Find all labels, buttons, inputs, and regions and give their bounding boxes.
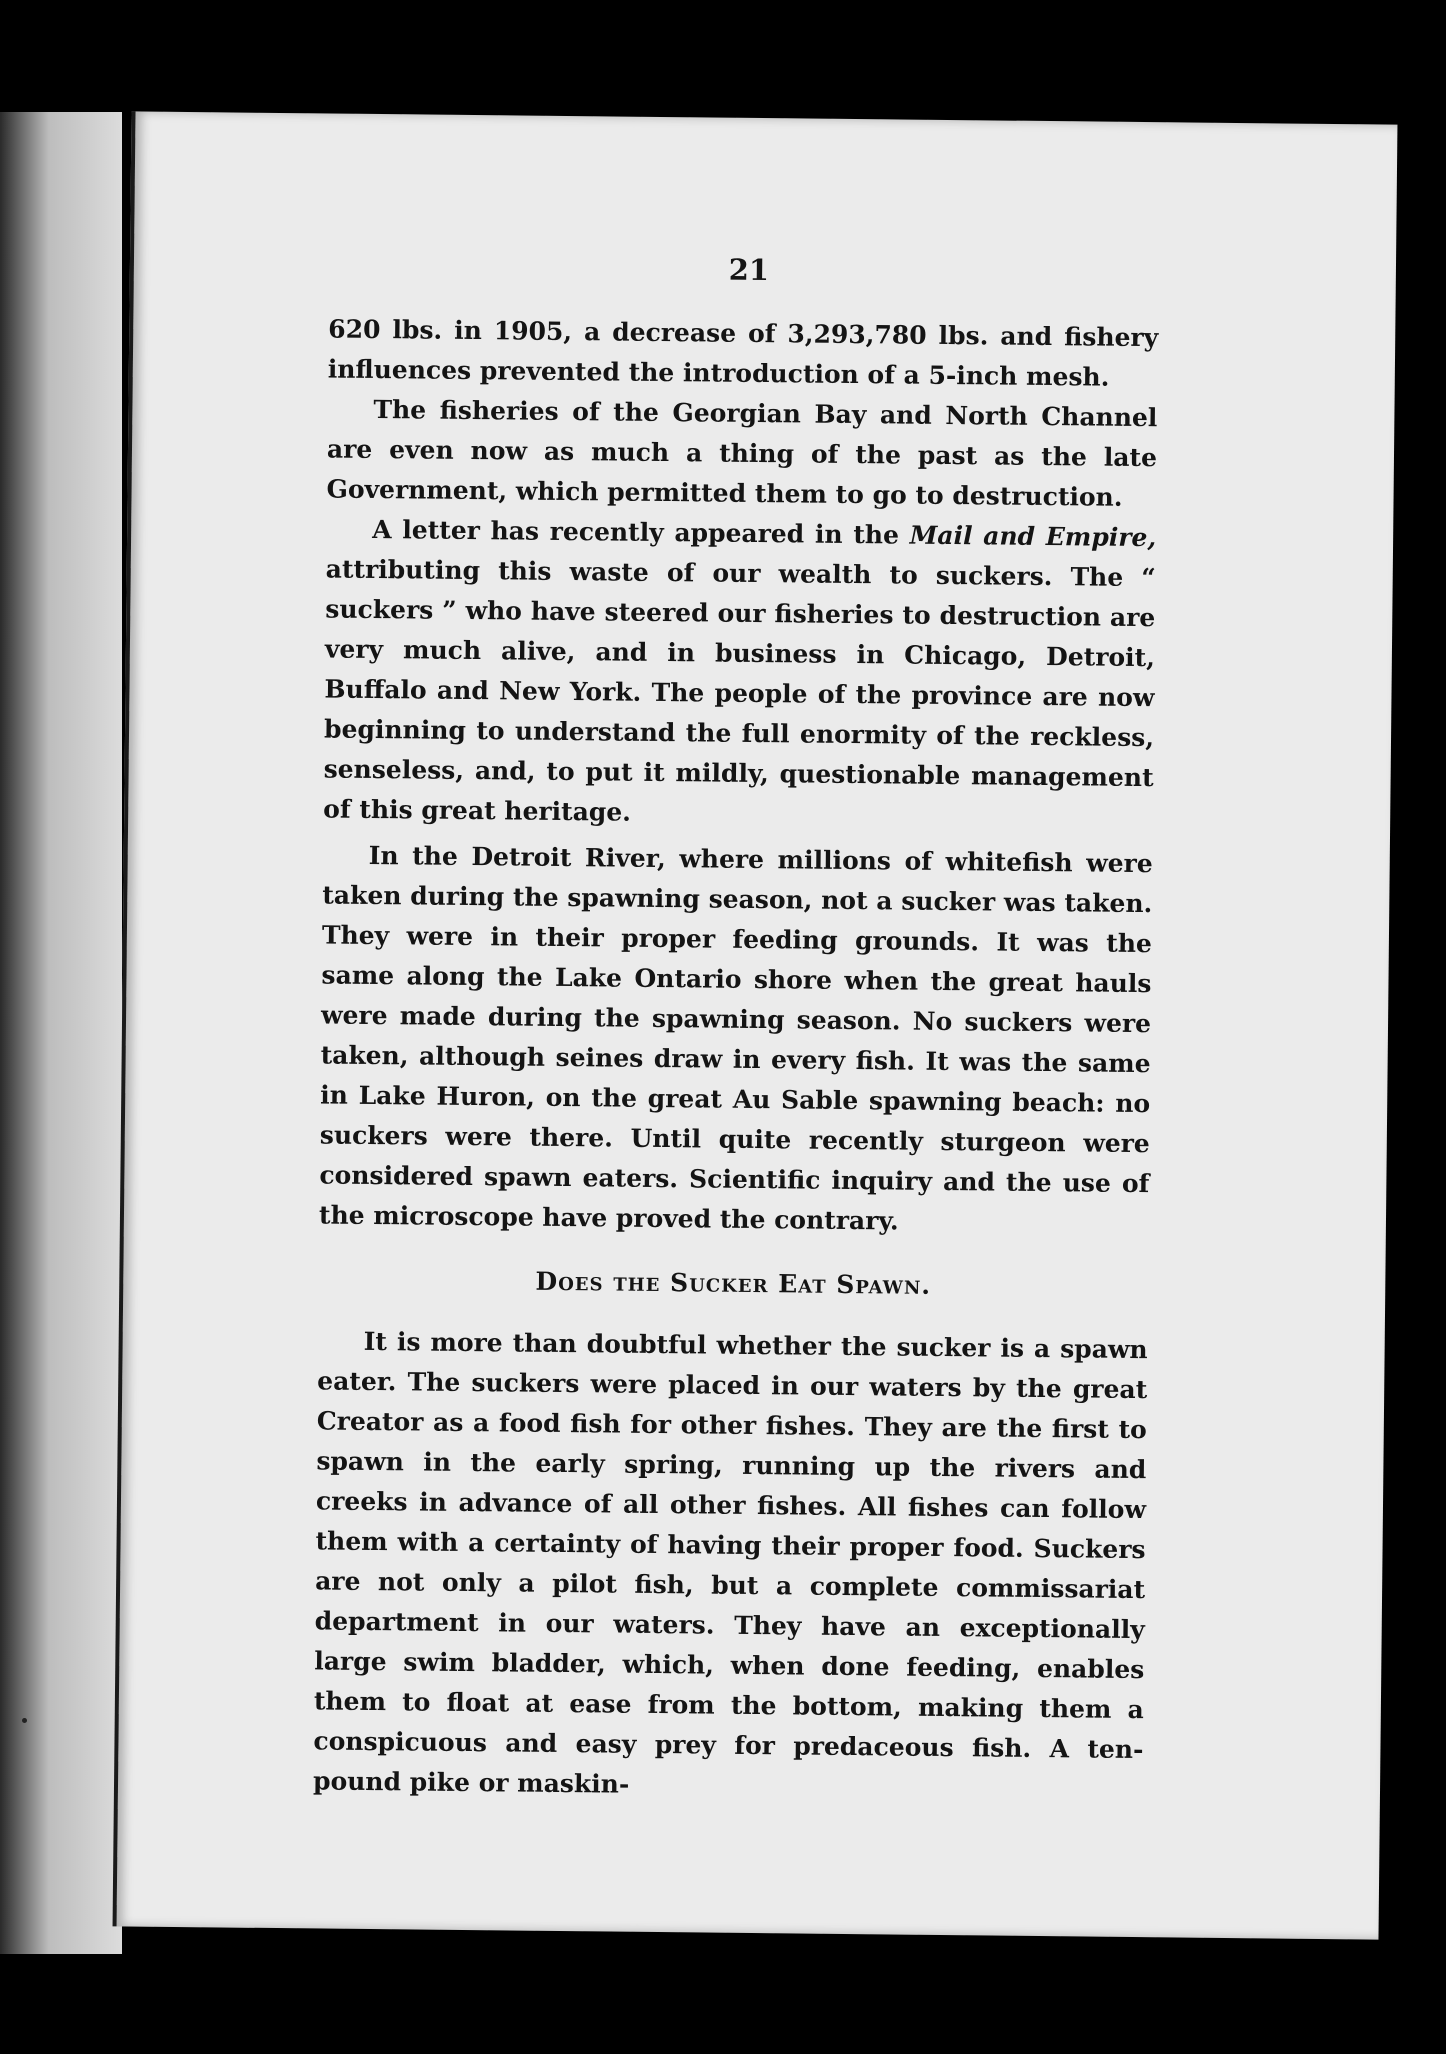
book-page [113, 111, 1398, 1939]
paragraph-2: The fisheries of the Georgian Bay and North Channel are even now as much a thing of the past as the late Government, which permitted them to go to destruction. [326, 394, 1158, 512]
paragraph-1: 620 lbs. in 1905, a decrease of 3,293,780 lbs. and fishery influences prevented the introduction of a 5-inch mesh. [327, 314, 1159, 392]
section-heading: Does the Sucker Eat Spawn. [535, 1266, 932, 1300]
scan-speck [22, 1718, 27, 1723]
newspaper-title: Mail and Empire, [909, 520, 1157, 553]
paragraph-5: It is more than doubtful whether the sucker is a spawn eater. The suckers were placed in our waters by the great Creator as a food fish for other fishes. They are the first to spawn in the early spring, running up the rivers and creeks in advance of all other fishes. All fishes can follow them with a certainty of having their proper food. Suckers are not only a pilot fish, but a complete commissariat department in our waters. They have an exceptionally large swim bladder, which, when done feeding, enables them to float at ease from the bottom, making them a conspicuous and easy prey for predaceous fish. A ten-pound pike or maskin- [312, 1326, 1148, 1799]
page-content [313, 245, 1159, 1810]
page-number: 21 [728, 252, 770, 288]
paragraph-3-rest: attributing this waste of our wealth to suckers. The “ suckers ” who have steered our fisheries to destruction are very much alive, and in business in Chicago, Detroit, Buffalo and New York. The people of the province are now beginning to understand the full enormity of the reckless, senseless, and, to put it mildly, questionable management of this great heritage. [323, 554, 1156, 827]
paragraph-3-lead: A letter has recently appeared in the [372, 514, 910, 550]
paragraph-3 [323, 509, 1156, 838]
paragraph-4: In the Detroit River, where millions of whitefish were taken during the spawning season, not a sucker was taken. They were in their proper feeding grounds. It was the same along the Lake Ontario shore when the great hauls were made during the spawning season. No suckers were taken, although seines draw in every fish. It was the same in Lake Huron, on the great Au Sable spawning beach: no suckers were there. Until quite recently sturgeon were considered spawn eaters. Scientific inquiry and the use of the microscope have proved the contrary. [318, 840, 1153, 1236]
facing-page-edge [0, 112, 122, 1954]
